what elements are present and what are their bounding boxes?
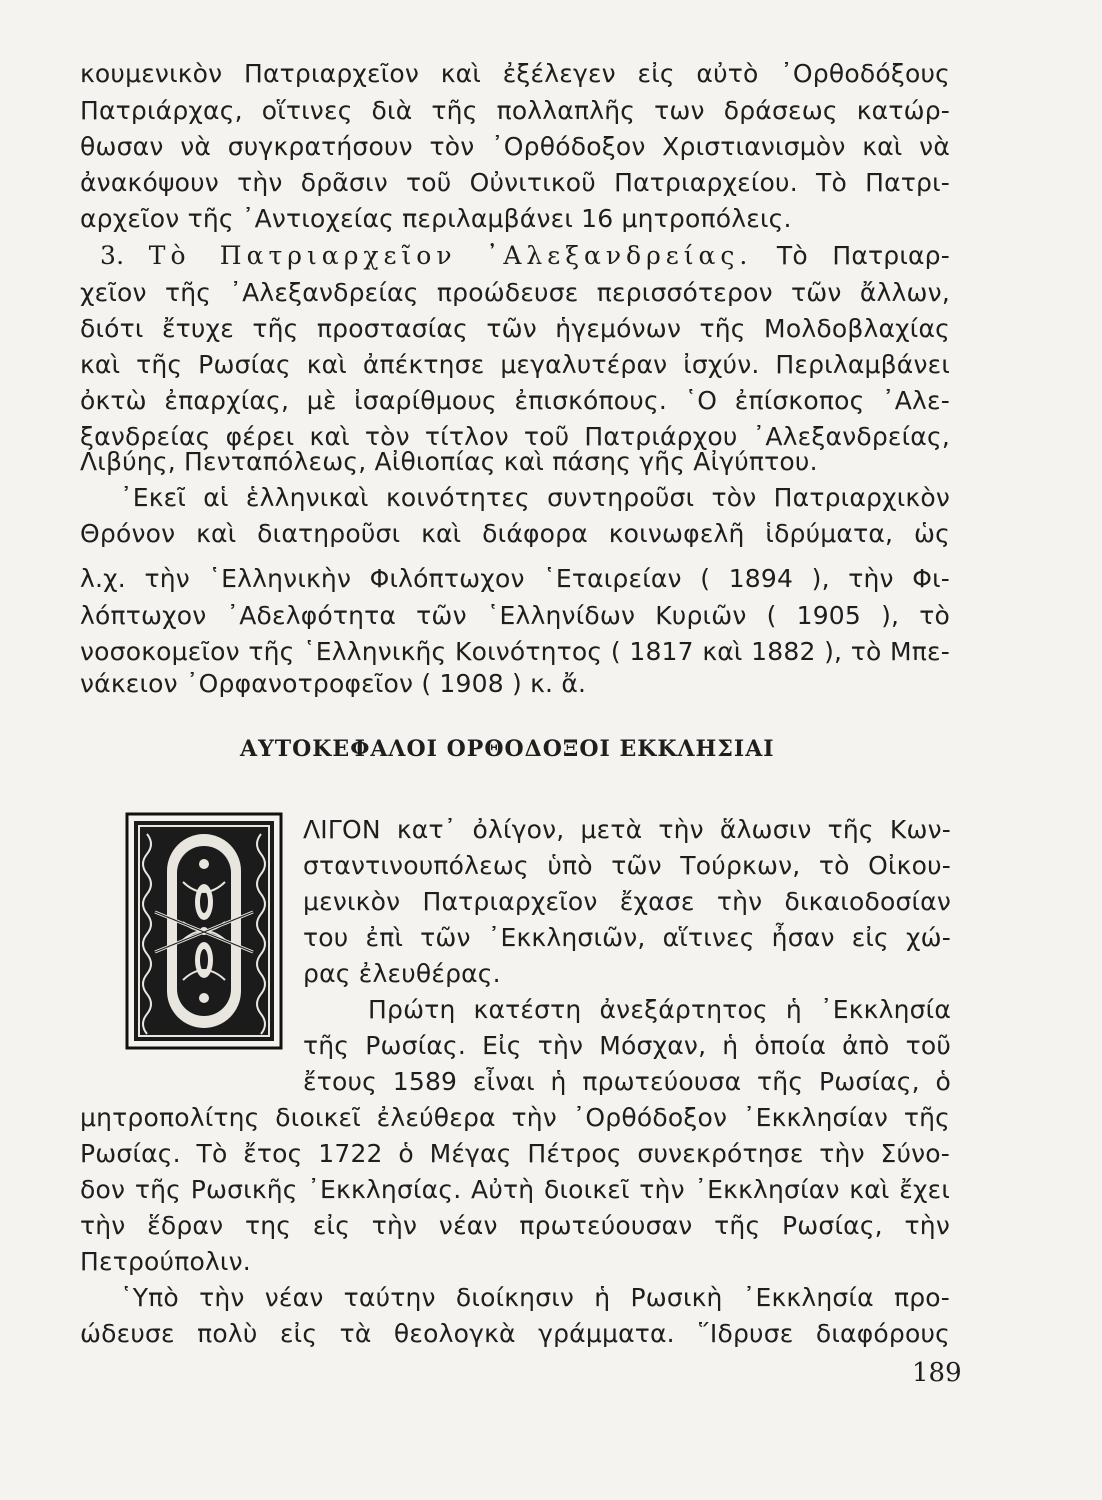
- text-line: χεῖον τῆς ᾿Αλεξανδρείας προώδευσε περισσότερον τῶν ἄλλων,: [80, 278, 950, 307]
- text-line: ρας ἐλευθέρας.: [303, 959, 501, 988]
- text-line: τῆς Ρωσίας. Εἰς τὴν Μόσχαν, ἡ ὁποία ἀπὸ τοῦ: [303, 1031, 951, 1060]
- text-line: ΛΙΓΟΝ κατ᾿ ὀλίγον, μετὰ τὴν ἅλωσιν τῆς Κων-: [303, 815, 951, 844]
- section-heading: ΑΥΤΟΚΕΦΑΛΟΙ ΟΡΘΟΔΟΞΟΙ ΕΚΚΛΗΣΙΑΙ: [240, 736, 775, 762]
- text-line: νάκειον ᾿Ορφανοτροφεῖον ( 1908 ) κ. ἄ.: [80, 669, 587, 698]
- page-number: 189: [912, 1358, 962, 1388]
- text-line: μενικὸν Πατριαρχεῖον ἔχασε τὴν δικαιοδοσίαν: [303, 887, 951, 916]
- text-line: ξανδρείας φέρει καὶ τὸν τίτλον τοῦ Πατριάρχου ᾿Αλεξανδρείας,: [80, 422, 950, 451]
- text-line: νοσοκομεῖον τῆς ῾Ελληνικῆς Κοινότητος ( 1817 καὶ 1882 ), τὸ Μπε-: [80, 637, 950, 666]
- text-line: Πατριάρχας, οἵτινες διὰ τῆς πολλαπλῆς των δράσεως κατώρ-: [80, 96, 950, 125]
- section-first-line-rest: Τὸ Πατριαρ-: [776, 241, 950, 270]
- text-line: μητροπολίτης διοικεῖ ἐλεύθερα τὴν ᾿Ορθόδοξον ᾿Εκκλησίαν τῆς: [80, 1103, 950, 1132]
- text-line: Ρωσίας. Τὸ ἔτος 1722 ὁ Μέγας Πέτρος συνεκρότησε τὴν Σύνο-: [80, 1139, 950, 1168]
- text-line: ἔτους 1589 εἶναι ἡ πρωτεύουσα τῆς Ρωσίας, ὁ: [303, 1067, 951, 1096]
- text-line: ῾Υπὸ τὴν νέαν ταύτην διοίκησιν ἡ Ρωσικὴ ᾿Εκκλησία προ-: [120, 1283, 950, 1312]
- text-line: ᾿Εκεῖ αἱ ἑλληνικαὶ κοινότητες συντηροῦσι τὸν Πατριαρχικὸν: [120, 483, 950, 512]
- text-line: ώδευσε πολὺ εἰς τὰ θεολογκὰ γράμματα. ῞Ιδρυσε διαφόρους: [80, 1319, 950, 1348]
- text-line: του ἐπὶ τῶν ᾿Εκκλησιῶν, αἵτινες ἦσαν εἰς χώ-: [303, 923, 951, 952]
- text-line: Πετρούπολιν.: [80, 1247, 251, 1276]
- text-line: Θρόνον καὶ διατηροῦσι καὶ διάφορα κοινωφελῆ ἱδρύματα, ὡς: [80, 519, 950, 548]
- text-line: δον τῆς Ρωσικῆς ᾿Εκκλησίας. Αὐτὴ διοικεῖ τὴν ᾿Εκκλησίαν καὶ ἔχει: [80, 1175, 950, 1204]
- ornamental-dropcap-image: [125, 812, 283, 1050]
- text-line: λόπτωχον ᾿Αδελφότητα τῶν ῾Ελληνίδων Κυριῶν ( 1905 ), τὸ: [80, 601, 950, 630]
- text-line: κουμενικὸν Πατριαρχεῖον καὶ ἐξέλεγεν εἰς αὐτὸ ᾿Ορθοδόξους: [80, 59, 950, 88]
- text-line: Λιβύης, Πενταπόλεως, Αἰθιοπίας καὶ πάσης γῆς Αἰγύπτου.: [80, 447, 818, 476]
- section-3-line: [100, 240, 950, 272]
- section-number: 3.: [100, 241, 125, 270]
- text-line: θωσαν νὰ συγκρατήσουν τὸν ᾿Ορθόδοξον Χριστιανισμὸν καὶ νὰ: [80, 132, 950, 161]
- text-line: ὀκτὼ ἐπαρχίας, μὲ ἰσαρίθμους ἐπισκόπους. ῾Ο ἐπίσκοπος ᾿Αλε-: [80, 386, 950, 415]
- text-line: τὴν ἕδραν της εἰς τὴν νέαν πρωτεύουσαν τῆς Ρωσίας, τὴν: [80, 1211, 950, 1240]
- section-title: Τὸ Πατριαρχεῖον ᾿Αλεξανδρείας.: [148, 241, 753, 270]
- text-line: αρχεῖον τῆς ᾿Αντιοχείας περιλαμβάνει 16 μητροπόλεις.: [80, 204, 792, 233]
- text-line: Πρώτη κατέστη ἀνεξάρτητος ἡ ᾿Εκκλησία: [368, 995, 951, 1024]
- text-line: διότι ἔτυχε τῆς προστασίας τῶν ἡγεμόνων τῆς Μολδοβλαχίας: [80, 314, 950, 343]
- text-line: ἀνακόψουν τὴν δρᾶσιν τοῦ Οὐνιτικοῦ Πατριαρχείου. Τὸ Πατρι-: [80, 168, 950, 197]
- text-line: λ.χ. τὴν ῾Ελληνικὴν Φιλόπτωχον ῾Εταιρείαν ( 1894 ), τὴν Φι-: [80, 564, 950, 593]
- text-line: καὶ τῆς Ρωσίας καὶ ἀπέκτησε μεγαλυτέραν ἰσχύν. Περιλαμβάνει: [80, 350, 950, 379]
- text-line: σταντινουπόλεως ὑπὸ τῶν Τούρκων, τὸ Οἰκου-: [303, 851, 951, 880]
